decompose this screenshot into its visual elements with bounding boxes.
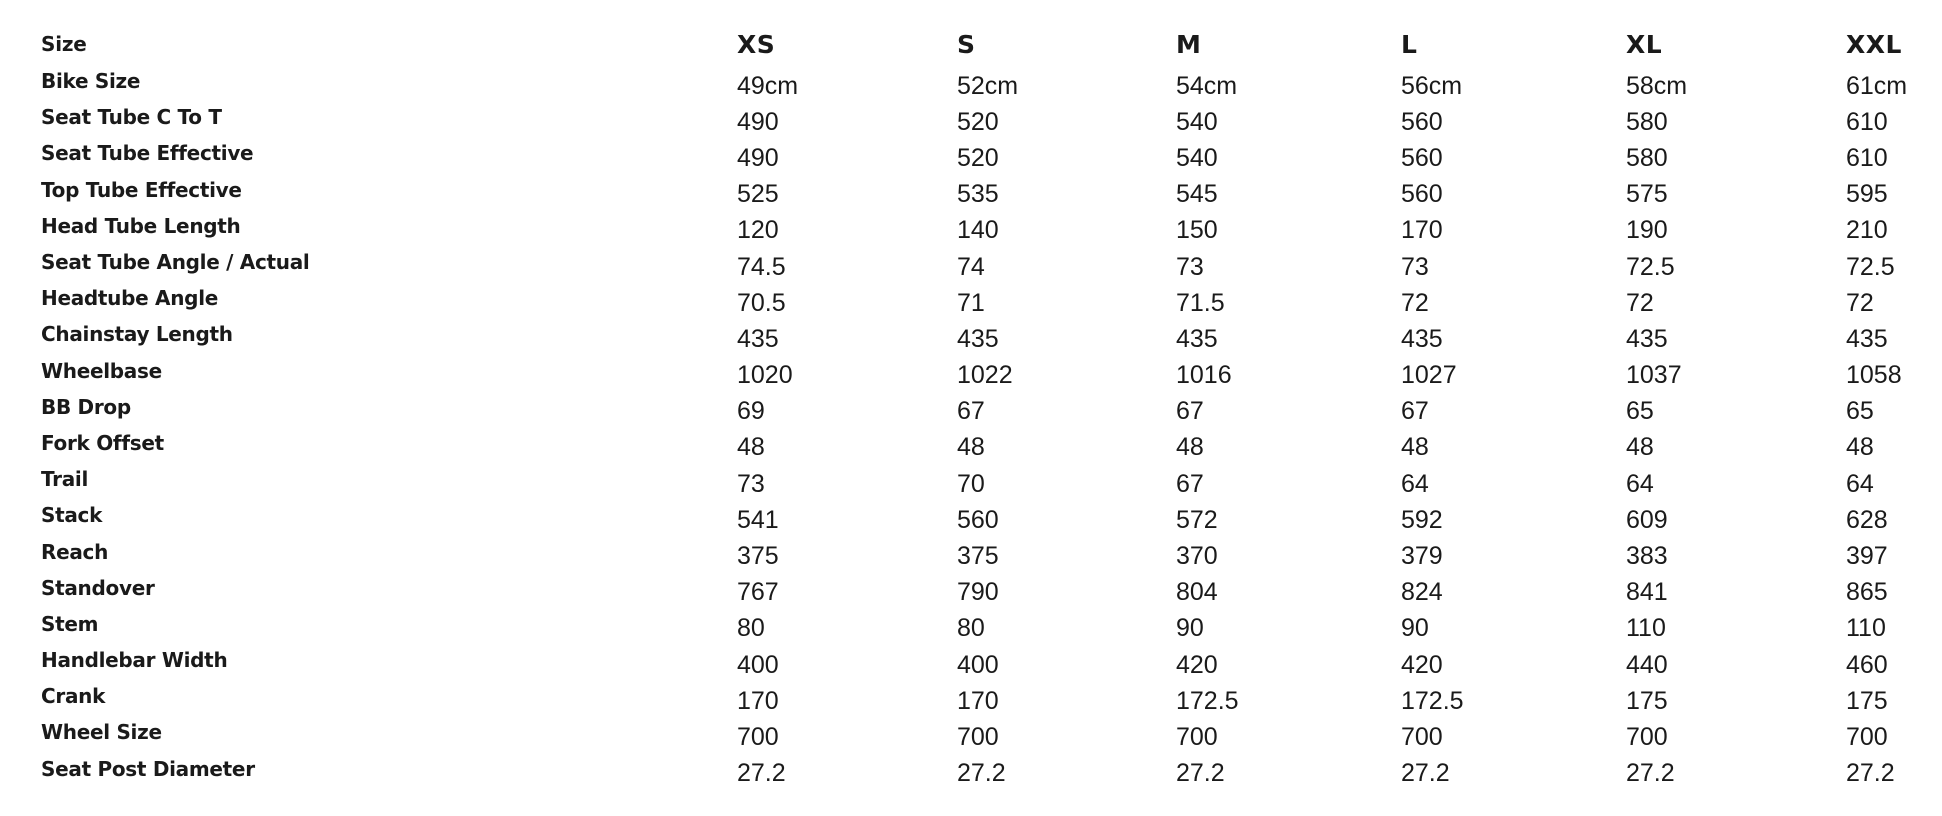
table-cell: 535 (957, 180, 999, 209)
table-cell: 27.2 (1176, 759, 1225, 788)
table-cell: 49cm (737, 71, 799, 100)
row-label: Seat Post Diameter (41, 756, 255, 781)
table-cell: 27.2 (957, 759, 1006, 788)
table-cell: 824 (1401, 578, 1443, 607)
row-label: Wheelbase (41, 358, 162, 383)
table-cell: 52cm (957, 71, 1019, 100)
table-cell: 580 (1626, 143, 1668, 172)
table-cell: 400 (737, 650, 779, 679)
table-cell: 767 (737, 578, 779, 607)
table-cell: 110 (1846, 614, 1886, 643)
table-row (41, 681, 1942, 717)
table-row (41, 754, 1942, 790)
table-cell: 64 (1626, 469, 1654, 498)
table-cell: 74.5 (737, 252, 786, 281)
table-cell: 71 (957, 288, 985, 317)
table-cell: 64 (1846, 469, 1874, 498)
table-cell: 150 (1176, 216, 1218, 245)
header-size-l: L (1401, 29, 1418, 59)
table-cell: 80 (957, 614, 985, 643)
table-cell: 560 (1401, 107, 1443, 136)
table-cell: 54cm (1176, 71, 1238, 100)
table-cell: 700 (737, 722, 779, 751)
table-row (41, 717, 1942, 753)
table-cell: 560 (957, 505, 999, 534)
table-cell: 460 (1846, 650, 1888, 679)
table-cell: 610 (1846, 143, 1888, 172)
table-cell: 560 (1401, 180, 1443, 209)
table-cell: 435 (1846, 324, 1888, 353)
table-cell: 48 (1176, 433, 1204, 462)
table-cell: 545 (1176, 180, 1218, 209)
table-header (41, 22, 1942, 66)
table-cell: 841 (1626, 578, 1668, 607)
table-row (41, 319, 1942, 355)
row-label: Seat Tube Angle / Actual (41, 250, 310, 275)
row-label: Standover (41, 575, 155, 600)
table-cell: 580 (1626, 107, 1668, 136)
row-label: Reach (41, 539, 109, 564)
table-cell: 80 (737, 614, 765, 643)
geometry-table (41, 22, 1942, 790)
table-row (41, 356, 1942, 392)
table-cell: 73 (737, 469, 765, 498)
table-cell: 383 (1626, 542, 1668, 571)
row-label: Stack (41, 503, 103, 528)
table-cell: 27.2 (1401, 759, 1450, 788)
table-cell: 48 (1626, 433, 1654, 462)
table-cell: 435 (1176, 324, 1218, 353)
table-row (41, 283, 1942, 319)
table-row (41, 464, 1942, 500)
table-cell: 90 (1401, 614, 1429, 643)
table-cell: 1016 (1176, 361, 1232, 390)
table-row (41, 175, 1942, 211)
table-cell: 490 (737, 143, 779, 172)
table-cell: 700 (957, 722, 999, 751)
table-cell: 540 (1176, 107, 1218, 136)
table-cell: 1058 (1846, 361, 1902, 390)
row-label: Wheel Size (41, 720, 162, 745)
table-cell: 400 (957, 650, 999, 679)
table-cell: 72 (1626, 288, 1654, 317)
header-size-xxl: XXL (1846, 29, 1902, 59)
table-cell: 74 (957, 252, 985, 281)
table-row (41, 211, 1942, 247)
table-cell: 575 (1626, 180, 1668, 209)
table-cell: 172.5 (1176, 686, 1239, 715)
row-label: Handlebar Width (41, 648, 228, 673)
table-cell: 572 (1176, 505, 1218, 534)
header-size-xl: XL (1626, 29, 1663, 59)
table-row (41, 536, 1942, 572)
header-size-xs: XS (737, 29, 776, 59)
table-cell: 525 (737, 180, 779, 209)
table-cell: 58cm (1626, 71, 1688, 100)
table-cell: 120 (737, 216, 779, 245)
table-cell: 609 (1626, 505, 1668, 534)
table-cell: 72.5 (1626, 252, 1675, 281)
table-row (41, 392, 1942, 428)
table-cell: 65 (1626, 397, 1654, 426)
table-cell: 435 (1401, 324, 1443, 353)
table-row (41, 609, 1942, 645)
header-size-s: S (957, 29, 976, 59)
table-cell: 592 (1401, 505, 1443, 534)
table-cell: 61cm (1846, 71, 1908, 100)
table-cell: 69 (737, 397, 765, 426)
table-cell: 540 (1176, 143, 1218, 172)
table-cell: 435 (737, 324, 779, 353)
table-cell: 72.5 (1846, 252, 1895, 281)
table-cell: 71.5 (1176, 288, 1225, 317)
table-cell: 1020 (737, 361, 793, 390)
table-cell: 67 (1401, 397, 1429, 426)
table-cell: 172.5 (1401, 686, 1464, 715)
row-label: Fork Offset (41, 430, 164, 455)
table-cell: 628 (1846, 505, 1888, 534)
table-cell: 520 (957, 143, 999, 172)
row-label: Headtube Angle (41, 286, 219, 311)
table-cell: 64 (1401, 469, 1429, 498)
table-cell: 440 (1626, 650, 1668, 679)
table-cell: 420 (1401, 650, 1443, 679)
table-cell: 700 (1176, 722, 1218, 751)
table-body (41, 66, 1942, 790)
table-cell: 397 (1846, 542, 1888, 571)
header-row (41, 22, 1942, 66)
table-cell: 48 (737, 433, 765, 462)
table-cell: 56cm (1401, 71, 1463, 100)
table-cell: 375 (957, 542, 999, 571)
row-label: Seat Tube Effective (41, 141, 254, 166)
table-cell: 435 (957, 324, 999, 353)
table-row (41, 102, 1942, 138)
table-row (41, 138, 1942, 174)
row-label: Crank (41, 684, 106, 709)
table-cell: 67 (1176, 397, 1204, 426)
table-cell: 67 (1176, 469, 1204, 498)
table-cell: 790 (957, 578, 999, 607)
table-cell: 865 (1846, 578, 1888, 607)
row-label: Seat Tube C To T (41, 105, 222, 130)
table-cell: 1022 (957, 361, 1013, 390)
table-row (41, 500, 1942, 536)
row-label: Top Tube Effective (41, 177, 242, 202)
table-cell: 48 (957, 433, 985, 462)
row-label: Chainstay Length (41, 322, 233, 347)
table-cell: 210 (1846, 216, 1888, 245)
table-cell: 27.2 (1846, 759, 1895, 788)
table-cell: 490 (737, 107, 779, 136)
table-cell: 90 (1176, 614, 1204, 643)
table-cell: 72 (1846, 288, 1874, 317)
table-cell: 1037 (1626, 361, 1682, 390)
table-cell: 541 (737, 505, 779, 534)
header-size-label: Size (41, 32, 87, 56)
row-label: BB Drop (41, 394, 131, 419)
table-cell: 595 (1846, 180, 1888, 209)
header-size-m: M (1176, 29, 1202, 59)
table-cell: 140 (957, 216, 999, 245)
table-cell: 175 (1626, 686, 1668, 715)
table-cell: 170 (1401, 216, 1443, 245)
table-cell: 73 (1401, 252, 1429, 281)
row-label: Head Tube Length (41, 213, 241, 238)
table-cell: 170 (957, 686, 999, 715)
table-cell: 435 (1626, 324, 1668, 353)
table-cell: 560 (1401, 143, 1443, 172)
table-row (41, 66, 1942, 102)
table-row (41, 573, 1942, 609)
table-cell: 610 (1846, 107, 1888, 136)
table-row (41, 645, 1942, 681)
table-cell: 370 (1176, 542, 1218, 571)
table-cell: 700 (1846, 722, 1888, 751)
table-row (41, 428, 1942, 464)
table-cell: 520 (957, 107, 999, 136)
table-cell: 190 (1626, 216, 1668, 245)
table-cell: 27.2 (737, 759, 786, 788)
table-cell: 48 (1401, 433, 1429, 462)
table-cell: 70.5 (737, 288, 786, 317)
table-cell: 48 (1846, 433, 1874, 462)
table-cell: 27.2 (1626, 759, 1675, 788)
row-label: Trail (41, 467, 89, 492)
table-cell: 175 (1846, 686, 1888, 715)
table-cell: 804 (1176, 578, 1218, 607)
table-cell: 1027 (1401, 361, 1457, 390)
table-cell: 67 (957, 397, 985, 426)
row-label: Bike Size (41, 69, 141, 94)
table-cell: 700 (1626, 722, 1668, 751)
table-cell: 73 (1176, 252, 1204, 281)
table-cell: 379 (1401, 542, 1443, 571)
table-cell: 110 (1626, 614, 1666, 643)
row-label: Stem (41, 611, 99, 636)
table-row (41, 247, 1942, 283)
table-cell: 375 (737, 542, 779, 571)
table-cell: 700 (1401, 722, 1443, 751)
table-cell: 170 (737, 686, 779, 715)
table-cell: 420 (1176, 650, 1218, 679)
table-cell: 65 (1846, 397, 1874, 426)
table-cell: 72 (1401, 288, 1429, 317)
table-cell: 70 (957, 469, 985, 498)
